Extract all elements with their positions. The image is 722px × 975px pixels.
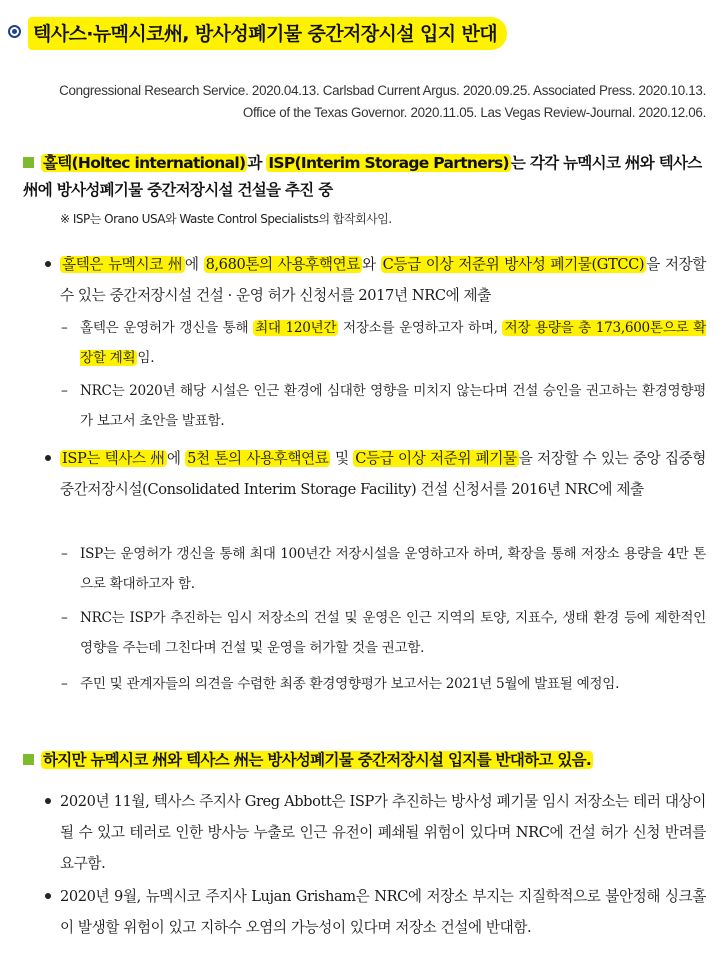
bullet-dot	[45, 893, 51, 899]
body-text: 저장소를 운영하고자 하며,	[338, 320, 503, 336]
body-text: 2020년 11월, 텍사스 주지사 Greg Abbott은 ISP가 추진하는 방사성 폐기물 임시 저장소는 테러 대상이 될 수 있고 테러로 인한 방사능 누출로 인근 유전이 폐쇄될 위험이 있다며 NRC에 건설 허가 신청 반려를 요구함.	[60, 793, 706, 872]
title-row	[6, 14, 706, 50]
dash-marker: –	[61, 320, 68, 336]
highlight-holtec: 홀텍(Holtec international)	[43, 154, 246, 172]
isp-note: ※ ISP는 Orano USA와 Waste Control Specialists의 합작회사임.	[60, 212, 392, 226]
highlight-text: ISP는 텍사스 州	[62, 450, 165, 467]
body-text: 주민 및 관계자들의 의견을 수렴한 최종 환경영향평가 보고서는 2021년 5월에 발표될 예정임.	[80, 676, 620, 692]
dash-marker: –	[61, 546, 68, 562]
highlight-text: 8,680톤의 사용후핵연료	[205, 256, 360, 273]
bullet-isp	[42, 443, 706, 505]
body-text: 와	[361, 256, 381, 273]
bullet-holtec	[42, 249, 706, 311]
dash-marker: –	[61, 676, 68, 692]
body-text: 에	[166, 450, 186, 467]
body-text: NRC는 ISP가 추진하는 임시 저장소의 건설 및 운영은 인근 지역의 토양, 지표수, 생태 환경 등에 제한적인 영향을 주는데 그친다며 건설 및 운영을 허가할 것을 권고함.	[80, 610, 706, 656]
body-text: 을 저장할 수 있는 중앙 집중형 중간저장시설(Consolidated Interim Storage Facility) 건설 신청서를 2016년 NRC에 제출	[60, 450, 706, 498]
body-text: 을 저장할 수 있는 중간저장시설 건설 · 운영 허가 신청서를 2017년 NRC에 제출	[60, 256, 706, 304]
body-text: 2020년 9월, 뉴멕시코 주지사 Lujan Grisham은 NRC에 저장소 부지는 지질학적으로 불안정해 싱크홀이 발생할 위험이 있고 지하수 오염의 가능성이 있다며 저장소 건설에 반대함.	[60, 888, 706, 936]
bullet-dot	[45, 798, 51, 804]
bullet-dot	[45, 261, 51, 267]
body-text: 에	[184, 256, 204, 273]
page-title: 텍사스·뉴멕시코州, 방사성폐기물 중간저장시설 입지 반대	[28, 17, 507, 50]
dash-marker: –	[61, 610, 68, 626]
source-line-1: Congressional Research Service. 2020.04.13. Carlsbad Current Argus. 2020.09.25. Associated Press. 2020.10.13.	[59, 83, 706, 98]
sub-item-holtec-operation	[61, 313, 706, 373]
highlight-text: 최대 120년간	[255, 320, 337, 336]
body-text: 임.	[137, 350, 155, 366]
section-2-heading	[23, 747, 706, 774]
highlight-text: 저장 용량을 총 173,600톤으로 확장할 계획	[80, 320, 706, 366]
highlight-text: 하지만 뉴멕시코 州와 텍사스 州는 방사성폐기물 중간저장시설 입지를 반대하고 있음.	[43, 751, 592, 769]
sub-item-isp-final-report	[61, 669, 706, 699]
highlight-text: 홀텍은 뉴멕시코 州	[62, 256, 183, 273]
body-text: ISP는 운영허가 갱신을 통해 최대 100년간 저장시설을 운영하고자 하며, 확장을 통해 저장소 용량을 4만 톤으로 확대하고자 함.	[80, 546, 706, 592]
bullet-dot	[45, 455, 51, 461]
target-circle-icon	[8, 25, 21, 38]
green-square-icon	[23, 157, 34, 168]
sub-item-isp-nrc	[61, 603, 706, 663]
highlight-text: C등급 이상 저준위 폐기물	[355, 450, 517, 467]
section-1-text: 과	[247, 154, 267, 172]
body-text: 및	[330, 450, 354, 467]
sub-item-holtec-nrc	[61, 376, 706, 436]
sub-item-isp-operation	[61, 539, 706, 599]
highlight-text: C등급 이상 저준위 방사성 폐기물(GTCC)	[382, 256, 645, 273]
body-text: NRC는 2020년 해당 시설은 인근 환경에 심대한 영향을 미치지 않는다며 건설 승인을 권고하는 환경영향평가 보고서 초안을 발표함.	[80, 383, 706, 429]
section-1-text: 는 각각 뉴멕시코 州와 텍사스 州에 방사성폐기물 중간저장시설 건설을 추진 중	[23, 154, 702, 199]
bullet-newmexico-governor	[42, 881, 706, 943]
highlight-text: 5천 톤의 사용후핵연료	[187, 450, 329, 467]
green-square-icon	[23, 754, 34, 765]
body-text: 홀텍은 운영허가 갱신을 통해	[80, 320, 254, 336]
section-1-heading	[23, 150, 706, 204]
bullet-texas-governor	[42, 786, 706, 879]
source-citations	[59, 80, 706, 124]
highlight-isp: ISP(Interim Storage Partners)	[268, 154, 509, 172]
dash-marker: –	[61, 383, 68, 399]
source-line-2: Office of the Texas Governor. 2020.11.05. Las Vegas Review-Journal. 2020.12.06.	[242, 105, 706, 120]
